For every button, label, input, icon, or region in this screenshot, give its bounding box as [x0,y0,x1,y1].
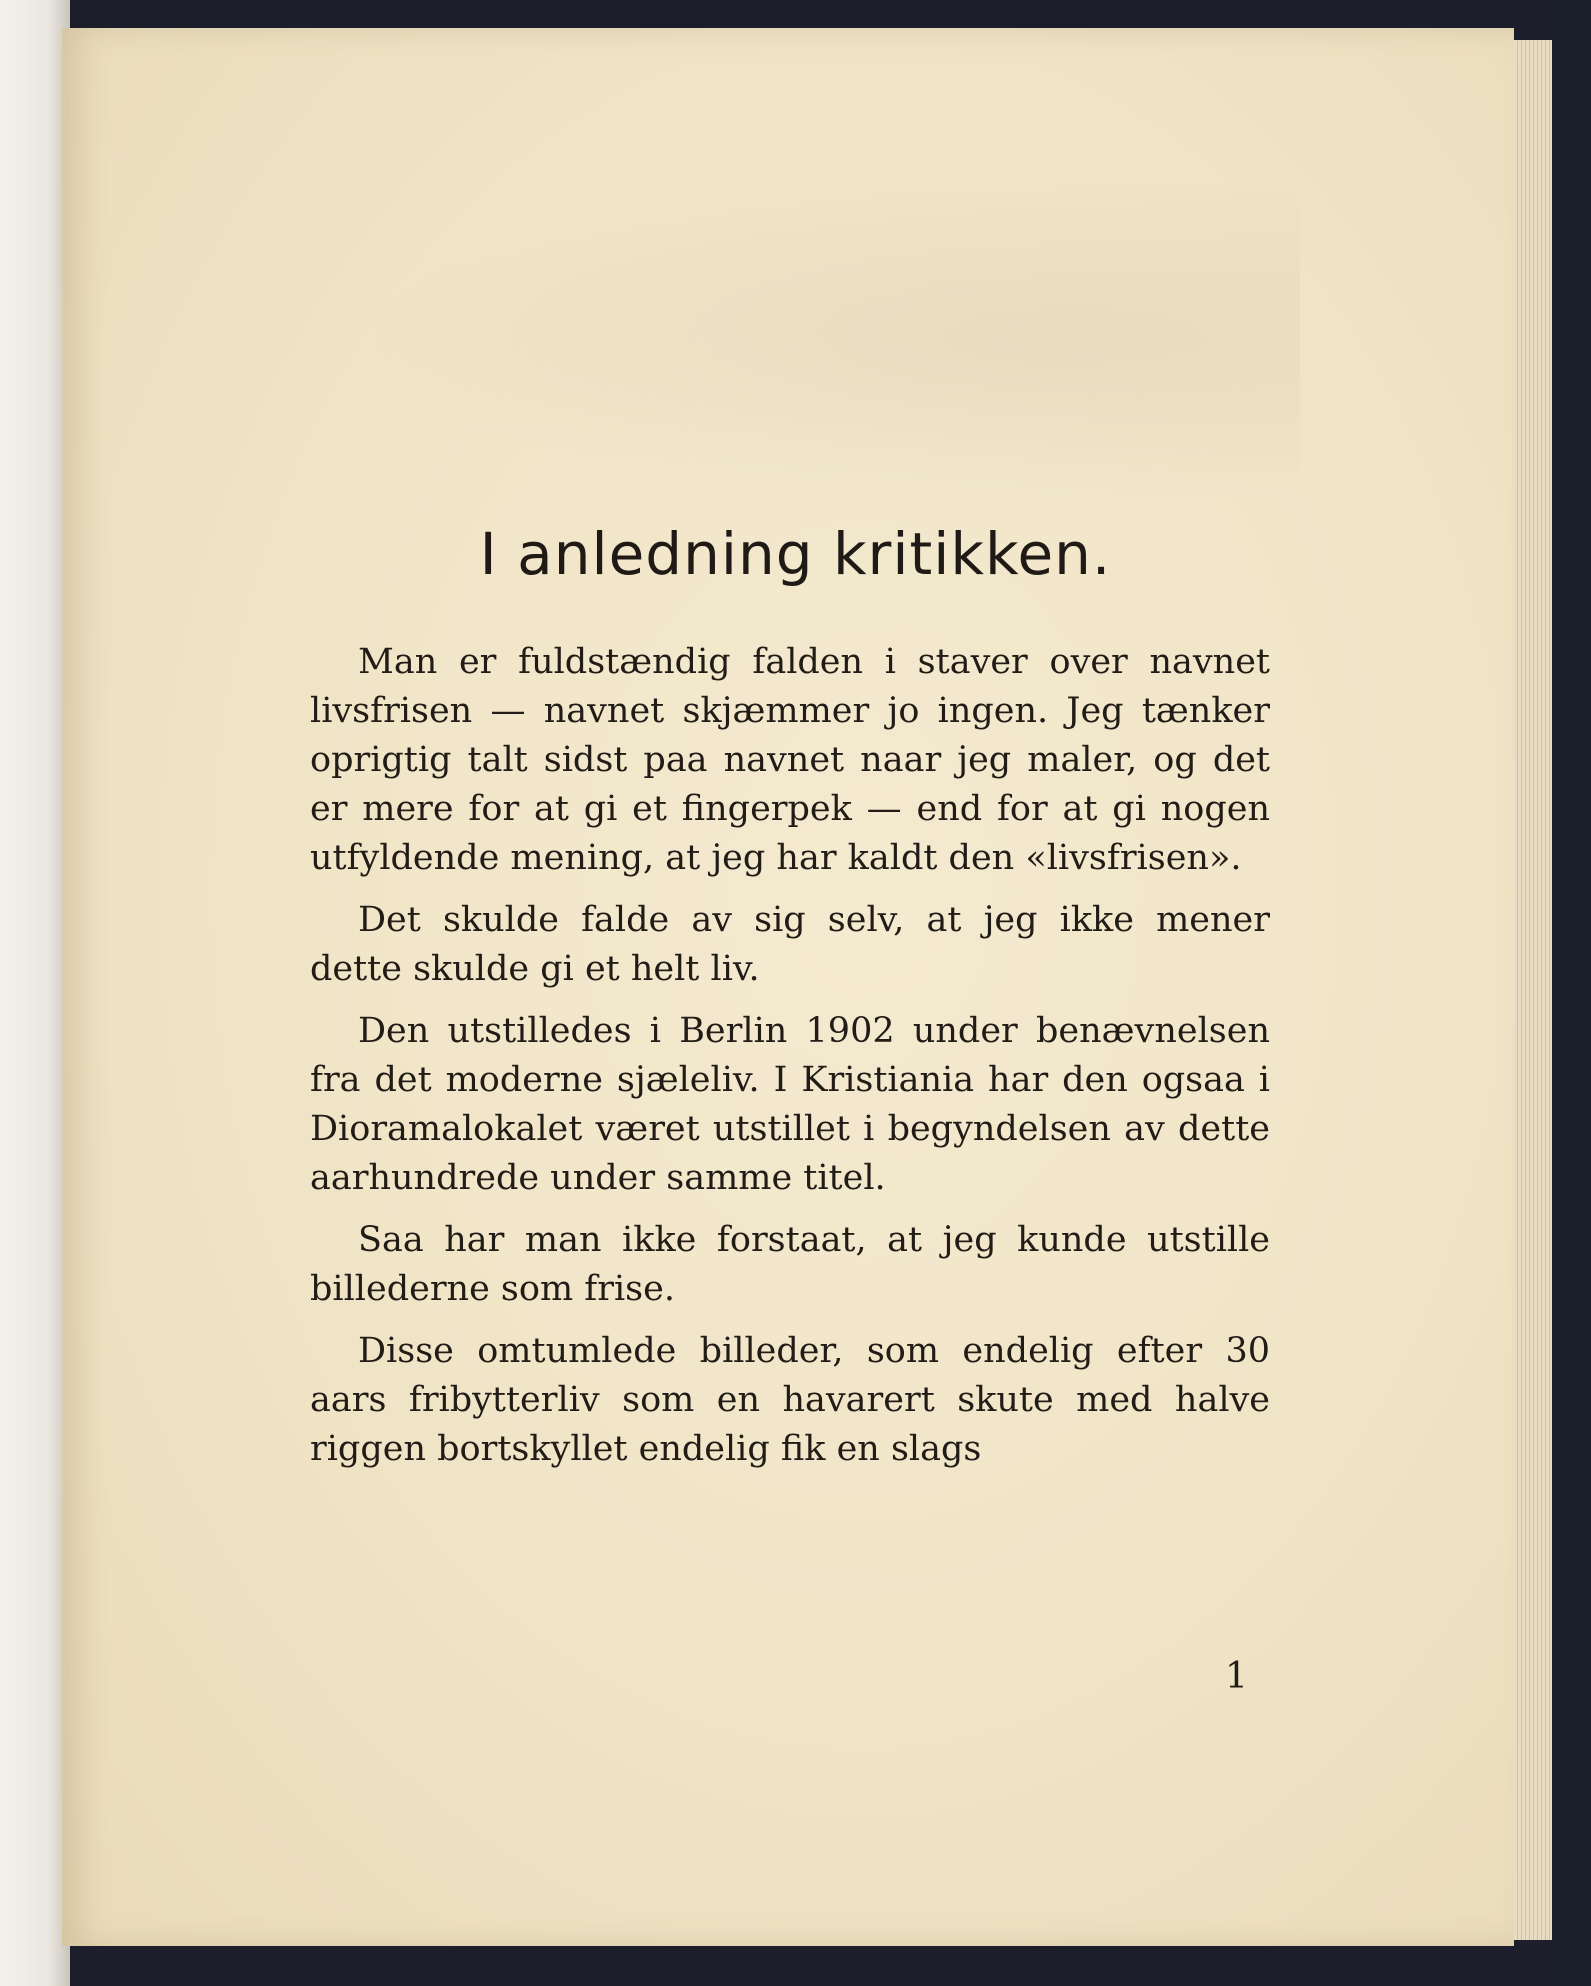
paragraph: Saa har man ikke forstaat, at jeg kunde utstille billederne som frise. [310,1220,1270,1309]
page-body-text [310,638,1270,1487]
paragraph: Den utstilledes i Berlin 1902 under benævnelsen fra det moderne sjæleliv. I Kristiania har den ogsaa i Dioramalokalet været utstillet i begyndelsen av dette aarhundrede under samme titel. [310,1011,1270,1198]
facing-page-edge [0,0,70,1986]
book-cover-edge [1551,0,1591,1986]
paragraph: Disse omtumlede billeder, som endelig efter 30 aars fribytterliv som en havarert skute med halve riggen bortskyllet endelig fik en slags [310,1331,1270,1469]
paragraph: Det skulde falde av sig selv, at jeg ikke mener dette skulde gi et helt liv. [310,900,1270,989]
paragraph: Man er fuldstændig falden i staver over navnet livsfrisen — navnet skjæmmer jo ingen. Jeg tænker oprigtig talt sidst paa navnet naar jeg maler, og det er mere for at gi et fingerpek — end for at gi nogen utfyldende mening, at jeg har kaldt den «livsfrisen». [310,642,1270,878]
chapter-title: I anledning kritikken. [479,520,1112,588]
page-number: 1 [1225,1656,1248,1697]
show-through-text [300,190,1300,520]
